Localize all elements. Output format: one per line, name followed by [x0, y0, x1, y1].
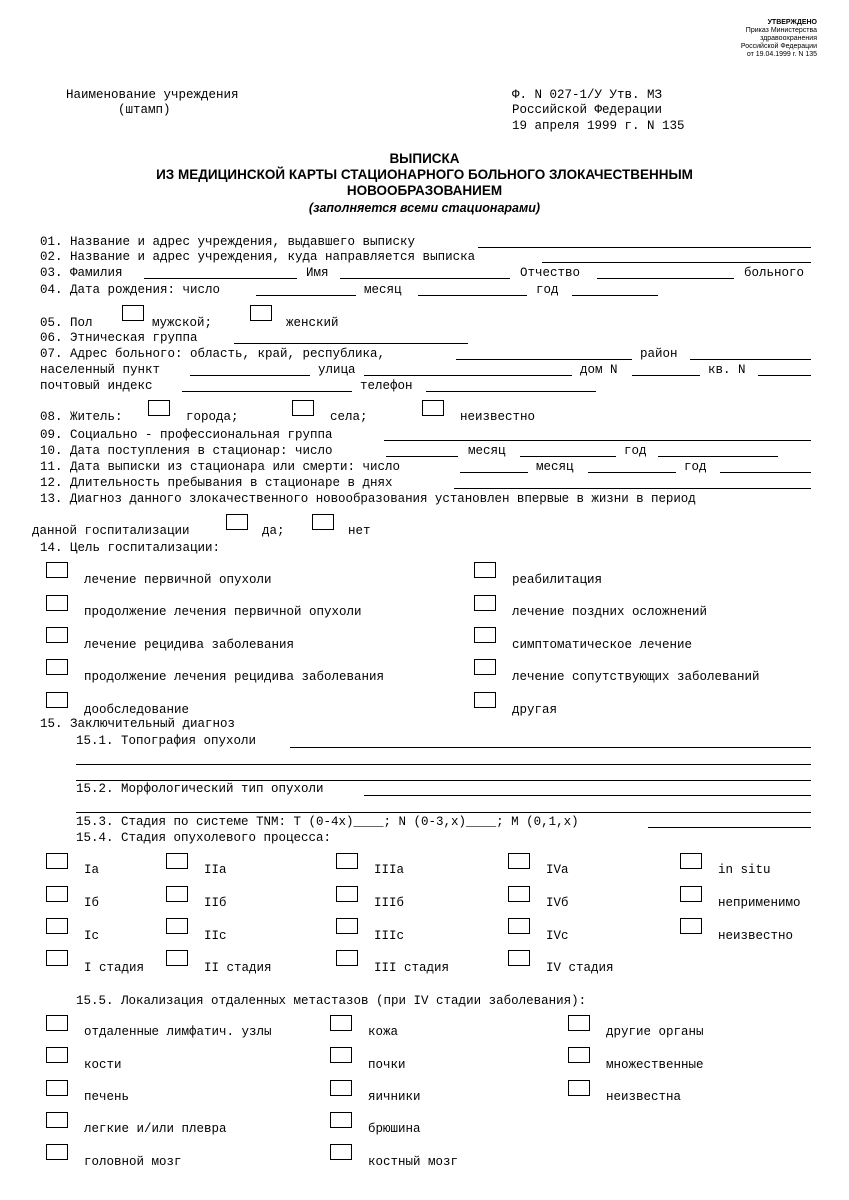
first-diagnosis-no-checkbox[interactable] [312, 514, 334, 530]
field-02-input[interactable] [542, 262, 811, 263]
district-input[interactable] [690, 359, 811, 360]
stage-checkbox[interactable] [508, 853, 530, 869]
stage-checkbox[interactable] [680, 853, 702, 869]
stay-length-label: 12. Длительность пребывания в стационаре в днях [40, 476, 393, 490]
final-diagnosis-label: 15. Заключительный диагноз [40, 717, 236, 731]
metastasis-checkbox[interactable] [46, 1112, 68, 1128]
admission-year-label: год [624, 444, 647, 458]
approval-line: Приказ Министерства [745, 27, 817, 34]
flat-input[interactable] [758, 375, 811, 376]
birth-month-label: месяц [364, 283, 402, 297]
name-input[interactable] [340, 278, 510, 279]
city-checkbox[interactable] [148, 400, 170, 416]
stage-checkbox[interactable] [508, 918, 530, 934]
metastasis-checkbox[interactable] [330, 1015, 352, 1031]
metastasis-option: множественные [606, 1058, 704, 1072]
surname-label: 03. Фамилия [40, 266, 123, 280]
stage-checkbox[interactable] [46, 853, 68, 869]
institution-label: Наименование учреждения [66, 88, 239, 102]
metastasis-option: легкие и/или плевра [84, 1122, 227, 1136]
purpose-checkbox[interactable] [474, 595, 496, 611]
patronymic-input[interactable] [597, 278, 734, 279]
approval-line: от 19.04.1999 г. N 135 [746, 51, 817, 58]
stage-checkbox[interactable] [680, 918, 702, 934]
ethnic-label: 06. Этническая группа [40, 331, 198, 345]
purpose-option: продолжение лечения рецидива заболевания [84, 670, 385, 684]
metastasis-option: неизвестна [606, 1090, 682, 1104]
metastasis-checkbox[interactable] [46, 1047, 68, 1063]
male-checkbox[interactable] [122, 305, 144, 321]
stage-checkbox[interactable] [336, 853, 358, 869]
metastasis-option: головной мозг [84, 1155, 182, 1169]
resident-unknown-checkbox[interactable] [422, 400, 444, 416]
patronymic-label: Отчество [520, 266, 581, 280]
discharge-month-label: месяц [536, 460, 574, 474]
metastasis-option: печень [84, 1090, 130, 1104]
approval-line: здравоохранения [760, 35, 817, 42]
village-label: села; [330, 410, 368, 424]
purpose-checkbox[interactable] [474, 692, 496, 708]
topography-input[interactable] [290, 747, 811, 748]
metastasis-checkbox[interactable] [330, 1080, 352, 1096]
metastasis-checkbox[interactable] [330, 1144, 352, 1160]
female-label: женский [286, 316, 339, 330]
first-diagnosis-label: 13. Диагноз данного злокачественного новообразования установлен впервые в жизни в период [40, 492, 696, 506]
stage-option: IIIa [374, 863, 405, 877]
locality-input[interactable] [190, 375, 310, 376]
resident-label: 08. Житель: [40, 410, 123, 424]
stage-option: неизвестно [718, 929, 794, 943]
house-label: дом N [580, 363, 618, 377]
stage-checkbox[interactable] [336, 950, 358, 966]
metastasis-checkbox[interactable] [46, 1080, 68, 1096]
this-hospitalization-label: данной госпитализации [32, 524, 190, 538]
stage-checkbox[interactable] [680, 886, 702, 902]
purpose-option: лечение сопутствующих заболеваний [512, 670, 760, 684]
sex-label: 05. Пол [40, 316, 93, 330]
doc-title-line3: НОВООБРАЗОВАНИЕМ [346, 183, 503, 198]
resident-unknown-label: неизвестно [460, 410, 536, 424]
stage-checkbox[interactable] [508, 886, 530, 902]
purpose-checkbox[interactable] [46, 595, 68, 611]
topography-input-line3[interactable] [76, 780, 811, 781]
discharge-day-input[interactable] [460, 472, 528, 473]
doc-title-line2: ИЗ МЕДИЦИНСКОЙ КАРТЫ СТАЦИОНАРНОГО БОЛЬНОГО ЗЛОКАЧЕСТВЕННЫМ [156, 167, 693, 182]
metastasis-option: отдаленные лимфатич. узлы [84, 1025, 272, 1039]
metastasis-option: брюшина [368, 1122, 421, 1136]
street-label: улица [318, 363, 356, 377]
name-label: Имя [306, 266, 329, 280]
social-group-input[interactable] [384, 440, 811, 441]
morphology-label: 15.2. Морфологический тип опухоли [76, 782, 324, 796]
purpose-checkbox[interactable] [474, 627, 496, 643]
stage-checkbox[interactable] [166, 918, 188, 934]
admission-label: 10. Дата поступления в стационар: число [40, 444, 333, 458]
topography-input-line2[interactable] [76, 764, 811, 765]
stage-option: Ic [84, 929, 100, 943]
purpose-option: реабилитация [512, 573, 603, 587]
stage-checkbox[interactable] [166, 886, 188, 902]
admission-year-input[interactable] [658, 456, 778, 457]
purpose-label: 14. Цель госпитализации: [40, 541, 221, 555]
metastasis-option: кости [84, 1058, 122, 1072]
birth-year-label: год [536, 283, 559, 297]
locality-label: населенный пункт [40, 363, 161, 377]
discharge-label: 11. Дата выписки из стационара или смерти: число [40, 460, 401, 474]
purpose-option: лечение поздних осложнений [512, 605, 708, 619]
metastasis-checkbox[interactable] [46, 1015, 68, 1031]
stamp-label: (штамп) [118, 103, 171, 117]
topography-label: 15.1. Топография опухоли [76, 734, 257, 748]
morphology-input[interactable] [364, 795, 811, 796]
stage-option: Ia [84, 863, 100, 877]
purpose-checkbox[interactable] [46, 692, 68, 708]
metastasis-option: яичники [368, 1090, 421, 1104]
purpose-option: другая [512, 703, 558, 717]
stage-option: неприменимо [718, 896, 801, 910]
purpose-checkbox[interactable] [474, 562, 496, 578]
purpose-checkbox[interactable] [46, 627, 68, 643]
form-date: 19 апреля 1999 г. N 135 [512, 119, 685, 133]
stage-option: IIa [204, 863, 227, 877]
stage-option: in situ [718, 863, 771, 877]
approval-line: Российской Федерации [740, 43, 817, 50]
address-label: 07. Адрес больного: область, край, республика, [40, 347, 386, 361]
purpose-option: дообследование [84, 703, 190, 717]
metastasis-checkbox[interactable] [568, 1015, 590, 1031]
stage-option: IIб [204, 896, 227, 910]
social-group-label: 09. Социально - профессиональная группа [40, 428, 333, 442]
stage-checkbox[interactable] [166, 853, 188, 869]
tnm-label: 15.3. Стадия по системе TNM: T (0-4x)____; N (0-3,x)____; M (0,1,x) [76, 815, 579, 829]
street-input[interactable] [364, 375, 572, 376]
stage-option: IVб [546, 896, 569, 910]
discharge-month-input[interactable] [588, 472, 676, 473]
stage-checkbox[interactable] [336, 918, 358, 934]
field-01-input[interactable] [478, 247, 811, 248]
stage-checkbox[interactable] [46, 950, 68, 966]
male-label: мужской; [152, 316, 213, 330]
stage-checkbox[interactable] [46, 886, 68, 902]
region-input[interactable] [456, 359, 632, 360]
admission-month-input[interactable] [520, 456, 616, 457]
stage-option: IIIc [374, 929, 405, 943]
birth-date-label: 04. Дата рождения: число [40, 283, 221, 297]
district-label: район [640, 347, 678, 361]
stage-option: III стадия [374, 961, 450, 975]
admission-day-input[interactable] [386, 456, 458, 457]
field-02-label: 02. Название и адрес учреждения, куда направляется выписка [40, 250, 476, 264]
purpose-checkbox[interactable] [46, 659, 68, 675]
first-diagnosis-yes-checkbox[interactable] [226, 514, 248, 530]
yes-label: да; [262, 524, 285, 538]
stage-option: IVa [546, 863, 569, 877]
stage-option: II стадия [204, 961, 272, 975]
stage-checkbox[interactable] [508, 950, 530, 966]
stay-length-input[interactable] [454, 488, 811, 489]
birth-day-input[interactable] [256, 295, 356, 296]
metastasis-option: кожа [368, 1025, 399, 1039]
field-01-label: 01. Название и адрес учреждения, выдавшего выписку [40, 235, 416, 249]
stage-option: Iб [84, 896, 100, 910]
phone-input[interactable] [426, 391, 596, 392]
stage-checkbox[interactable] [46, 918, 68, 934]
zip-label: почтовый индекс [40, 379, 153, 393]
phone-label: телефон [360, 379, 413, 393]
zip-input[interactable] [182, 391, 352, 392]
doc-subtitle: (заполняется всеми стационарами) [308, 201, 541, 215]
stage-option: IIc [204, 929, 227, 943]
metastasis-option: другие органы [606, 1025, 704, 1039]
stage-option: I стадия [84, 961, 145, 975]
tnm-m-input[interactable] [648, 827, 811, 828]
metastasis-checkbox[interactable] [568, 1080, 590, 1096]
surname-input[interactable] [144, 278, 297, 279]
purpose-option: продолжение лечения первичной опухоли [84, 605, 362, 619]
metastases-label: 15.5. Локализация отдаленных метастазов (при IV стадии заболевания): [76, 994, 587, 1008]
doc-title: ВЫПИСКА [389, 151, 460, 166]
metastasis-option: костный мозг [368, 1155, 459, 1169]
purpose-option: лечение первичной опухоли [84, 573, 272, 587]
village-checkbox[interactable] [292, 400, 314, 416]
approval-block [741, 19, 817, 59]
metastasis-checkbox[interactable] [568, 1047, 590, 1063]
stage-checkbox[interactable] [336, 886, 358, 902]
approval-title: УТВЕРЖДЕНО [767, 19, 817, 26]
form-country: Российской Федерации [512, 103, 663, 117]
house-input[interactable] [632, 375, 700, 376]
stage-label: 15.4. Стадия опухолевого процесса: [76, 831, 332, 845]
stage-option: IV стадия [546, 961, 614, 975]
form-number: Ф. N 027-1/У Утв. МЗ [512, 88, 663, 102]
no-label: нет [348, 524, 371, 538]
morphology-input-line2[interactable] [76, 812, 811, 813]
stage-option: IIIб [374, 896, 405, 910]
purpose-checkbox[interactable] [46, 562, 68, 578]
birth-month-input[interactable] [418, 295, 527, 296]
metastasis-checkbox[interactable] [330, 1047, 352, 1063]
city-label: города; [186, 410, 239, 424]
purpose-option: лечение рецидива заболевания [84, 638, 295, 652]
discharge-year-input[interactable] [720, 472, 811, 473]
admission-month-label: месяц [468, 444, 506, 458]
stage-option: IVc [546, 929, 569, 943]
metastasis-option: почки [368, 1058, 406, 1072]
ethnic-input[interactable] [234, 343, 468, 344]
purpose-checkbox[interactable] [474, 659, 496, 675]
metastasis-checkbox[interactable] [330, 1112, 352, 1128]
flat-label: кв. N [708, 363, 746, 377]
discharge-year-label: год [684, 460, 707, 474]
patient-label: больного [744, 266, 805, 280]
birth-year-input[interactable] [572, 295, 658, 296]
female-checkbox[interactable] [250, 305, 272, 321]
metastasis-checkbox[interactable] [46, 1144, 68, 1160]
stage-checkbox[interactable] [166, 950, 188, 966]
purpose-option: симптоматическое лечение [512, 638, 693, 652]
